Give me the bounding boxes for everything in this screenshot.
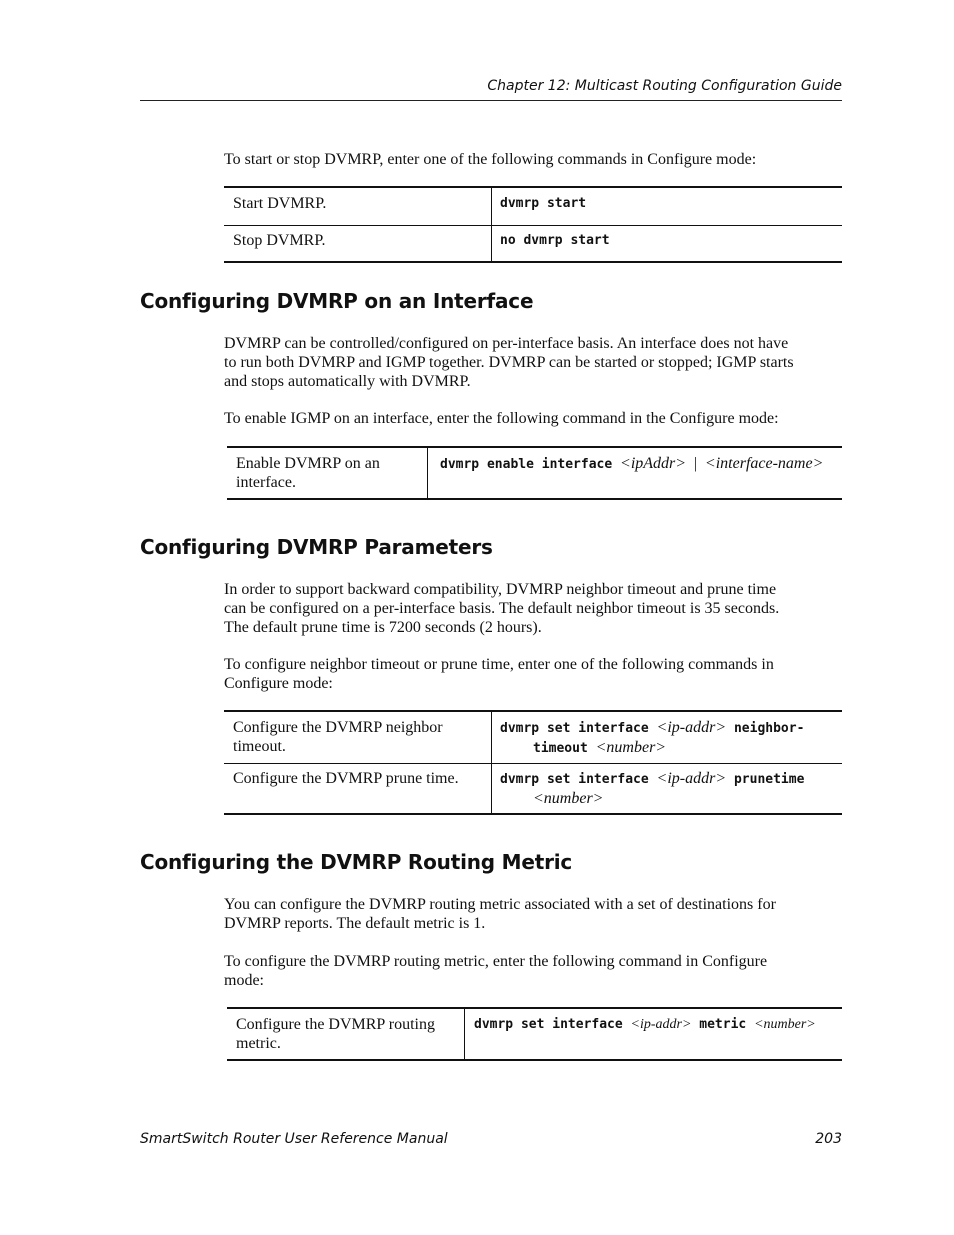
table-row xyxy=(227,1008,842,1060)
text-line: In order to support backward compatibility, DVMRP neighbor timeout and prune time xyxy=(224,581,777,598)
neighbor-timeout-paragraph xyxy=(224,655,842,693)
routing-metric-command-table xyxy=(227,1007,842,1061)
start-stop-command-table xyxy=(224,186,842,263)
text-line: Configure the DVMRP neighbor xyxy=(233,719,443,736)
argument-separator: | xyxy=(693,455,698,472)
text-line: to run both DVMRP and IGMP together. DVMRP can be started or stopped; IGMP starts xyxy=(224,354,794,371)
table-row xyxy=(224,187,842,226)
command-argument: <ipAddr> xyxy=(620,455,687,472)
command-keyword: dvmrp set interface xyxy=(500,721,649,736)
text-line: timeout. xyxy=(233,738,286,755)
table-row xyxy=(224,226,842,263)
parameters-command-table xyxy=(224,710,842,815)
command-description xyxy=(227,447,428,499)
command-keyword: dvmrp set interface xyxy=(474,1017,623,1032)
text-line: DVMRP can be controlled/configured on per-interface basis. An interface does not have xyxy=(224,335,789,352)
running-head: Chapter 12: Multicast Routing Configuration Guide xyxy=(487,78,842,94)
command-keyword: timeout xyxy=(533,741,588,756)
command-syntax: dvmrp start xyxy=(500,196,587,211)
table-row xyxy=(224,764,842,815)
header-rule xyxy=(140,100,842,101)
command-argument: <number> xyxy=(595,739,667,756)
text-line: Configure the DVMRP routing xyxy=(236,1016,435,1033)
command-description: Start DVMRP. xyxy=(224,187,492,226)
section-heading-parameters: Configuring DVMRP Parameters xyxy=(140,535,493,559)
footer-manual-title: SmartSwitch Router User Reference Manual xyxy=(140,1131,448,1147)
command-description: Stop DVMRP. xyxy=(224,226,492,263)
text-line: The default prune time is 7200 seconds (2 hours). xyxy=(224,619,542,636)
intro-paragraph: To start or stop DVMRP, enter one of the following commands in Configure mode: xyxy=(224,151,757,168)
command-syntax xyxy=(492,711,843,764)
command-argument: <ip-addr> xyxy=(630,1017,692,1032)
command-description xyxy=(224,711,492,764)
command-syntax: no dvmrp start xyxy=(500,233,610,248)
enable-dvmrp-command-table xyxy=(227,446,842,500)
enable-igmp-paragraph: To enable IGMP on an interface, enter the following command in the Configure mode: xyxy=(224,410,779,427)
table-row xyxy=(224,711,842,764)
text-line: interface. xyxy=(236,474,296,491)
command-argument: <ip-addr> xyxy=(656,719,727,736)
table-row xyxy=(227,447,842,499)
section-heading-interface: Configuring DVMRP on an Interface xyxy=(140,289,534,313)
command-keyword: dvmrp enable interface xyxy=(440,457,613,472)
command-syntax xyxy=(465,1008,843,1060)
text-line: Configure mode: xyxy=(224,675,333,692)
command-argument: <number> xyxy=(533,790,604,807)
command-description: Configure the DVMRP prune time. xyxy=(224,764,492,815)
text-line: You can configure the DVMRP routing metric associated with a set of destinations for xyxy=(224,896,776,913)
command-argument: <number> xyxy=(754,1017,816,1032)
text-line: can be configured on a per-interface basis. The default neighbor timeout is 35 seconds. xyxy=(224,600,780,617)
command-syntax xyxy=(428,447,843,499)
interface-paragraph xyxy=(224,334,842,391)
command-keyword: prunetime xyxy=(733,772,805,787)
parameters-paragraph xyxy=(224,580,842,637)
command-description xyxy=(227,1008,465,1060)
routing-metric-paragraph xyxy=(224,895,842,933)
command-argument: <interface-name> xyxy=(704,455,824,472)
command-keyword: metric xyxy=(699,1017,747,1032)
configure-metric-paragraph xyxy=(224,952,842,990)
text-line: To configure the DVMRP routing metric, enter the following command in Configure xyxy=(224,953,768,970)
command-argument: <ip-addr> xyxy=(656,770,727,787)
command-keyword: neighbor- xyxy=(733,721,805,736)
text-line: Enable DVMRP on an xyxy=(236,455,380,472)
command-keyword: dvmrp set interface xyxy=(500,772,649,787)
command-syntax xyxy=(492,764,843,815)
page-number: 203 xyxy=(815,1131,842,1147)
text-line: metric. xyxy=(236,1035,281,1052)
text-line: DVMRP reports. The default metric is 1. xyxy=(224,915,486,932)
text-line: mode: xyxy=(224,972,264,989)
section-heading-routing-metric: Configuring the DVMRP Routing Metric xyxy=(140,850,573,874)
text-line: and stops automatically with DVMRP. xyxy=(224,373,471,390)
text-line: To configure neighbor timeout or prune time, enter one of the following commands in xyxy=(224,656,774,673)
